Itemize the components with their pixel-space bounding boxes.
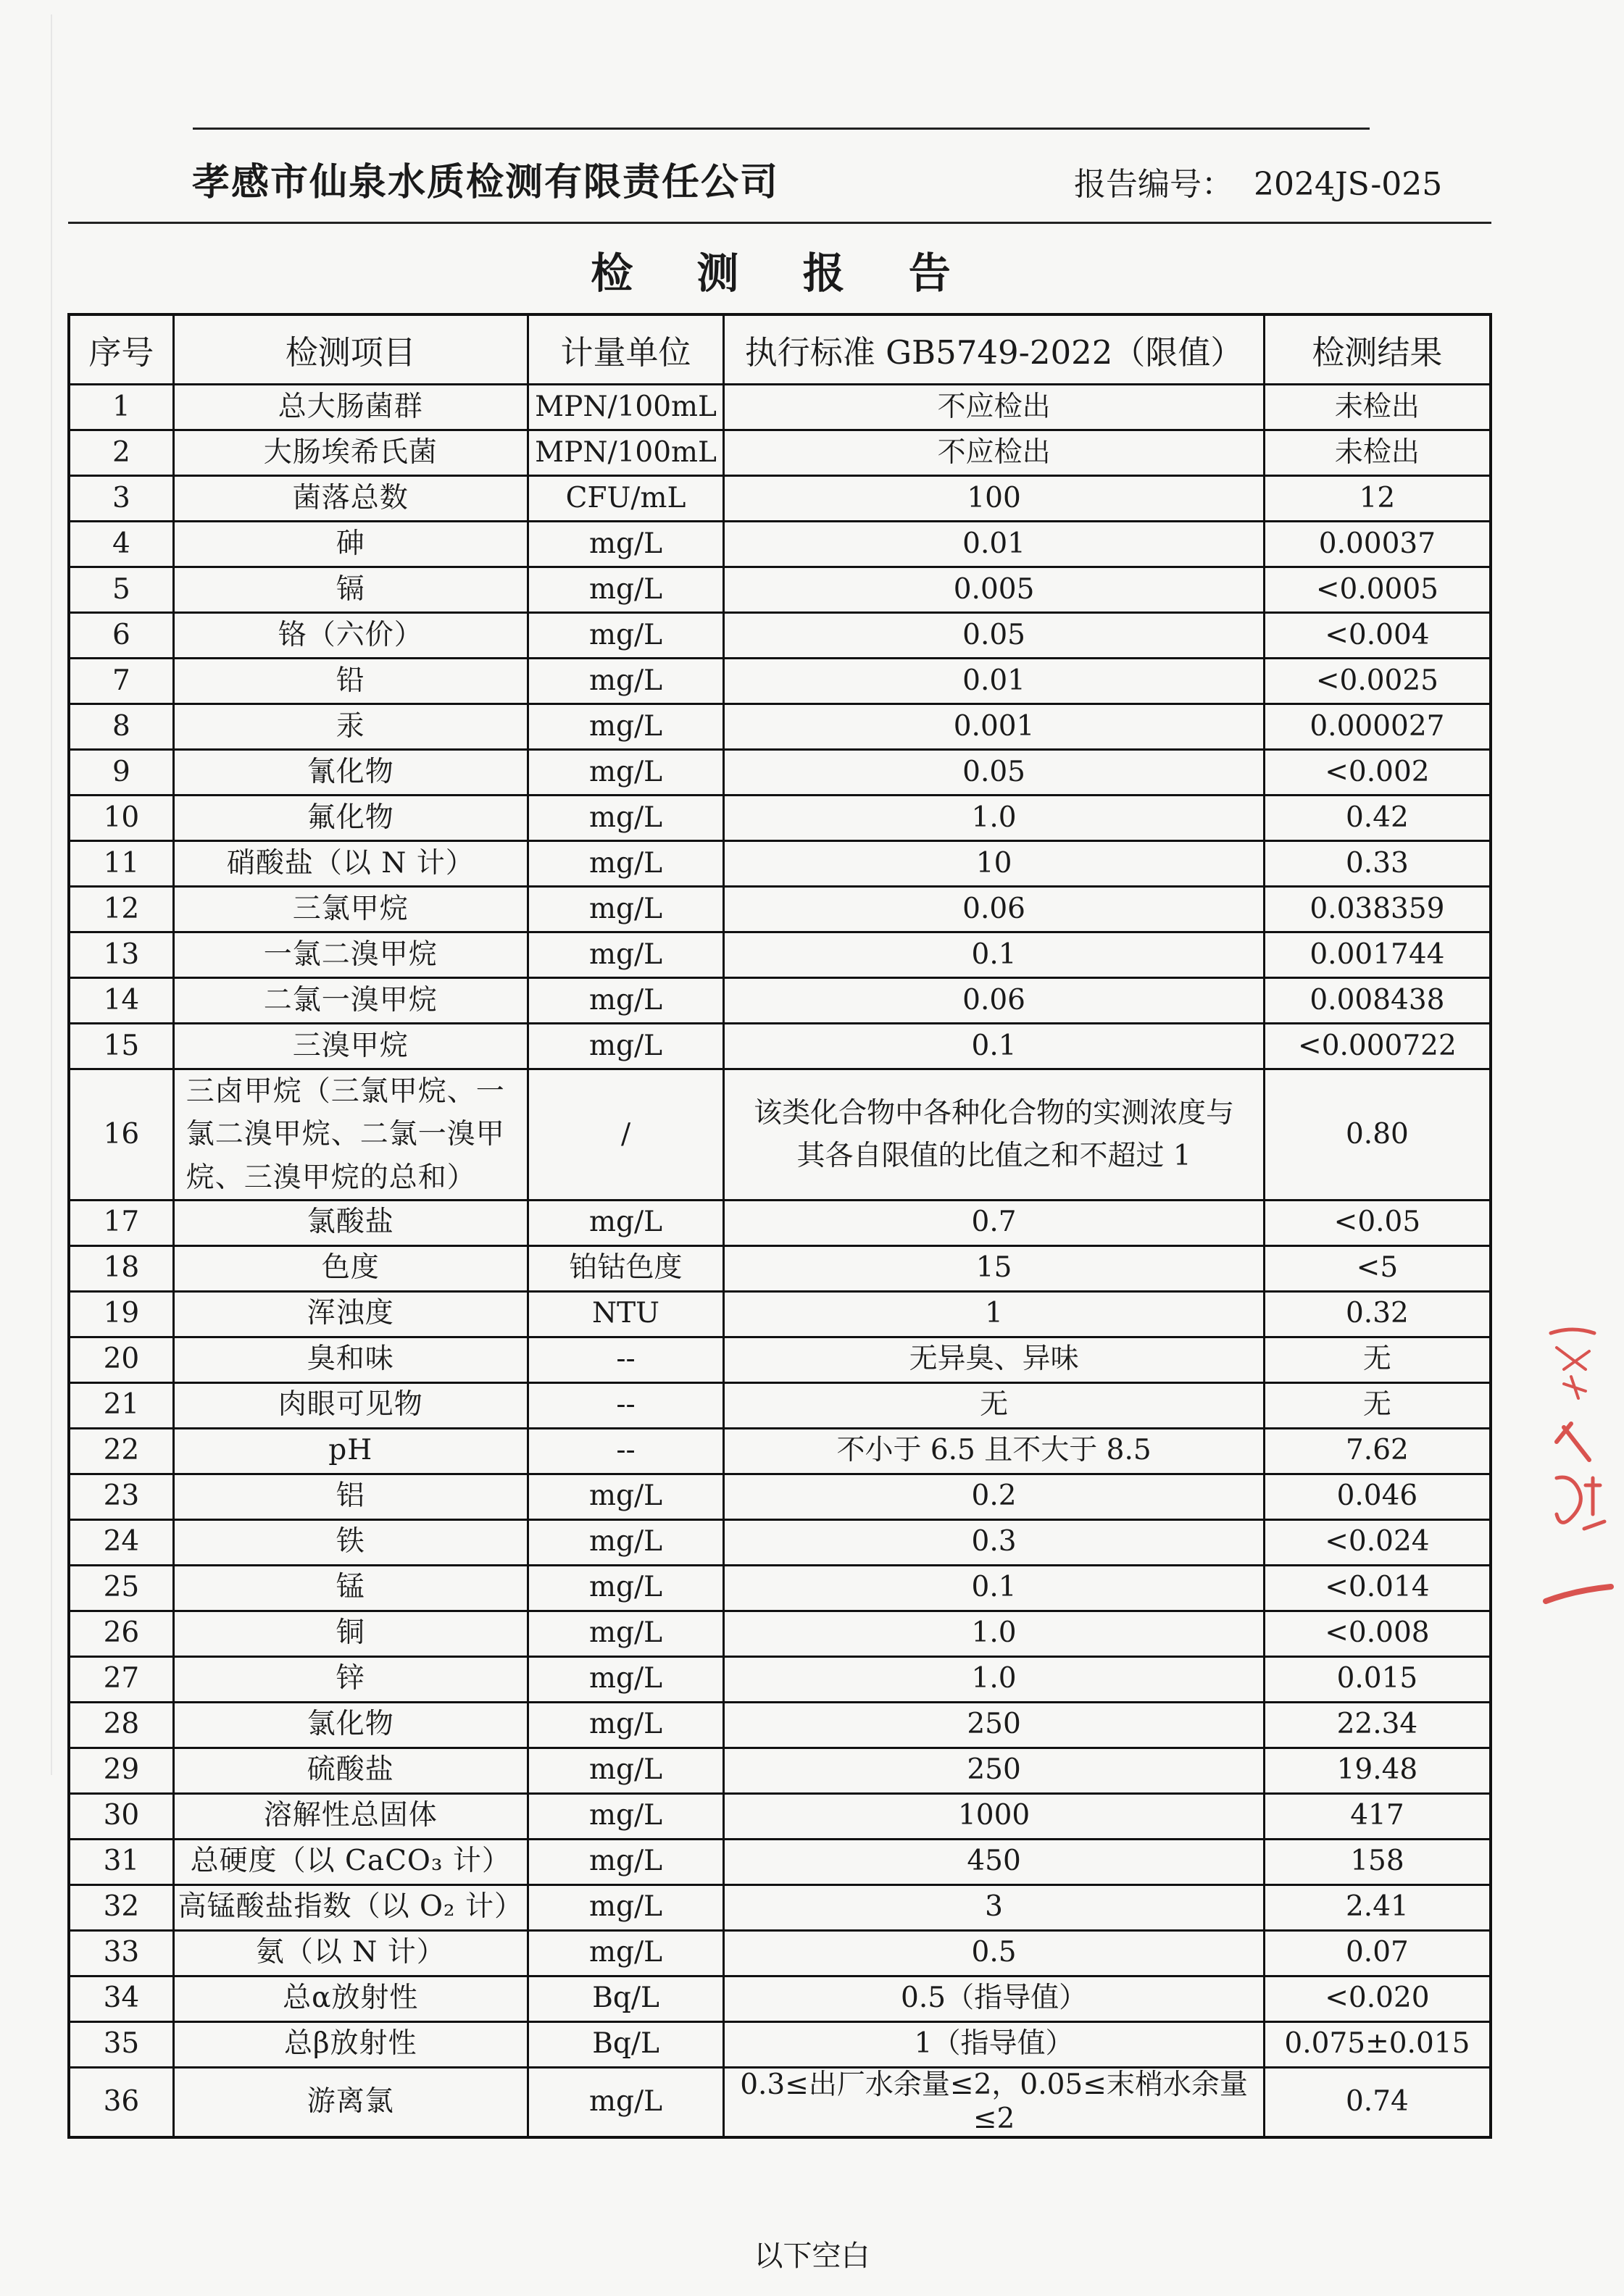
row-limit: 不应检出 bbox=[724, 430, 1265, 476]
table-row bbox=[69, 1793, 1491, 1839]
row-result: 未检出 bbox=[1264, 385, 1491, 430]
row-item-line: 三卤甲烷（三氯甲烷、一 bbox=[186, 1075, 505, 1108]
row-limit: 1（指导值） bbox=[724, 2021, 1265, 2067]
row-result: 无 bbox=[1264, 1382, 1491, 1428]
row-result: 7.62 bbox=[1264, 1428, 1491, 1474]
row-result: 0.33 bbox=[1264, 841, 1491, 887]
row-item: 大肠埃希氏菌 bbox=[173, 430, 528, 476]
row-no: 36 bbox=[69, 2067, 173, 2137]
row-limit: 15 bbox=[724, 1245, 1265, 1291]
table-row bbox=[69, 1428, 1491, 1474]
table-row bbox=[69, 1702, 1491, 1748]
table-row bbox=[69, 1291, 1491, 1337]
row-result: <0.008 bbox=[1264, 1611, 1491, 1656]
table-row bbox=[69, 2021, 1491, 2067]
row-result: 12 bbox=[1264, 476, 1491, 522]
row-unit: mg/L bbox=[528, 841, 724, 887]
row-no: 22 bbox=[69, 1428, 173, 1474]
report-number-label: 报告编号： bbox=[1074, 166, 1233, 203]
row-item: 硝酸盐（以 N 计） bbox=[173, 841, 528, 887]
row-no: 29 bbox=[69, 1748, 173, 1793]
row-unit: MPN/100mL bbox=[528, 430, 724, 476]
row-item-line: 烷、三溴甲烷的总和） bbox=[186, 1161, 476, 1194]
row-result: 0.015 bbox=[1264, 1656, 1491, 1702]
table-row bbox=[69, 522, 1491, 567]
table-row bbox=[69, 1024, 1491, 1069]
row-limit: 0.06 bbox=[724, 978, 1265, 1024]
row-limit: 0.001 bbox=[724, 704, 1265, 750]
row-result: 0.000027 bbox=[1264, 704, 1491, 750]
row-item: 总β放射性 bbox=[173, 2021, 528, 2067]
blank-below-note: 以下空白 bbox=[754, 2239, 870, 2273]
row-limit: 250 bbox=[724, 1702, 1265, 1748]
row-result: 无 bbox=[1264, 1337, 1491, 1382]
row-result: 0.74 bbox=[1264, 2067, 1491, 2137]
table-row bbox=[69, 476, 1491, 522]
row-result: <0.004 bbox=[1264, 613, 1491, 659]
row-item: 氟化物 bbox=[173, 796, 528, 841]
table-row bbox=[69, 1656, 1491, 1702]
row-limit bbox=[724, 1069, 1265, 1201]
row-limit: 100 bbox=[724, 476, 1265, 522]
row-limit: 无 bbox=[724, 1382, 1265, 1428]
row-unit: CFU/mL bbox=[528, 476, 724, 522]
row-item: 锰 bbox=[173, 1565, 528, 1611]
header-bottom-rule bbox=[68, 222, 1491, 224]
header-result: 检测结果 bbox=[1264, 314, 1491, 385]
row-limit: 250 bbox=[724, 1748, 1265, 1793]
red-seal-stamp-fragment bbox=[1535, 1304, 1622, 1637]
row-limit: 0.5 bbox=[724, 1930, 1265, 1976]
row-result: <0.05 bbox=[1264, 1200, 1491, 1245]
row-limit: 0.1 bbox=[724, 1565, 1265, 1611]
row-limit: 不应检出 bbox=[724, 385, 1265, 430]
row-limit: 10 bbox=[724, 841, 1265, 887]
row-item: 三溴甲烷 bbox=[173, 1024, 528, 1069]
row-no: 14 bbox=[69, 978, 173, 1024]
row-no: 31 bbox=[69, 1839, 173, 1884]
row-result: <5 bbox=[1264, 1245, 1491, 1291]
row-unit: mg/L bbox=[528, 1702, 724, 1748]
row-unit: mg/L bbox=[528, 1656, 724, 1702]
table-row bbox=[69, 1474, 1491, 1519]
table-row bbox=[69, 1200, 1491, 1245]
row-limit: 1.0 bbox=[724, 1656, 1265, 1702]
row-result: 0.075±0.015 bbox=[1264, 2021, 1491, 2067]
row-unit: -- bbox=[528, 1337, 724, 1382]
row-no: 23 bbox=[69, 1474, 173, 1519]
row-result: 0.001744 bbox=[1264, 932, 1491, 978]
row-unit: MPN/100mL bbox=[528, 385, 724, 430]
row-limit: 1.0 bbox=[724, 1611, 1265, 1656]
table-row bbox=[69, 978, 1491, 1024]
row-unit: mg/L bbox=[528, 1793, 724, 1839]
header-item: 检测项目 bbox=[173, 314, 528, 385]
table-row bbox=[69, 1839, 1491, 1884]
row-unit: mg/L bbox=[528, 1611, 724, 1656]
row-limit: 无异臭、异味 bbox=[724, 1337, 1265, 1382]
row-no: 24 bbox=[69, 1519, 173, 1565]
table-row bbox=[69, 1519, 1491, 1565]
row-no: 20 bbox=[69, 1337, 173, 1382]
row-no: 21 bbox=[69, 1382, 173, 1428]
row-result: 0.32 bbox=[1264, 1291, 1491, 1337]
row-item: 砷 bbox=[173, 522, 528, 567]
row-item: 镉 bbox=[173, 567, 528, 613]
table-row bbox=[69, 1245, 1491, 1291]
row-unit: mg/L bbox=[528, 1839, 724, 1884]
row-result: 0.00037 bbox=[1264, 522, 1491, 567]
row-limit: 0.1 bbox=[724, 932, 1265, 978]
row-no: 4 bbox=[69, 522, 173, 567]
row-no: 19 bbox=[69, 1291, 173, 1337]
row-limit: 0.05 bbox=[724, 613, 1265, 659]
row-unit: mg/L bbox=[528, 1200, 724, 1245]
row-limit: 0.01 bbox=[724, 522, 1265, 567]
row-item: 臭和味 bbox=[173, 1337, 528, 1382]
row-no: 27 bbox=[69, 1656, 173, 1702]
row-result: 0.046 bbox=[1264, 1474, 1491, 1519]
row-limit: 1000 bbox=[724, 1793, 1265, 1839]
row-no: 10 bbox=[69, 796, 173, 841]
row-unit: / bbox=[528, 1069, 724, 1201]
row-no: 3 bbox=[69, 476, 173, 522]
row-unit: -- bbox=[528, 1428, 724, 1474]
row-result: <0.0025 bbox=[1264, 659, 1491, 704]
table-row bbox=[69, 1069, 1491, 1201]
row-no: 32 bbox=[69, 1884, 173, 1930]
row-item: pH bbox=[173, 1428, 528, 1474]
row-result: 158 bbox=[1264, 1839, 1491, 1884]
row-unit: mg/L bbox=[528, 567, 724, 613]
row-no: 18 bbox=[69, 1245, 173, 1291]
row-item: 高锰酸盐指数（以 O₂ 计） bbox=[173, 1884, 528, 1930]
table-row bbox=[69, 567, 1491, 613]
row-unit: 铂钴色度 bbox=[528, 1245, 724, 1291]
row-limit: 0.005 bbox=[724, 567, 1265, 613]
row-no: 33 bbox=[69, 1930, 173, 1976]
row-item: 氨（以 N 计） bbox=[173, 1930, 528, 1976]
table-row bbox=[69, 659, 1491, 704]
table-row bbox=[69, 1337, 1491, 1382]
row-unit: mg/L bbox=[528, 1024, 724, 1069]
row-no: 34 bbox=[69, 1976, 173, 2021]
row-item: 溶解性总固体 bbox=[173, 1793, 528, 1839]
row-unit: mg/L bbox=[528, 796, 724, 841]
row-item: 铜 bbox=[173, 1611, 528, 1656]
table-row bbox=[69, 932, 1491, 978]
row-result: 未检出 bbox=[1264, 430, 1491, 476]
row-no: 25 bbox=[69, 1565, 173, 1611]
row-unit: mg/L bbox=[528, 2067, 724, 2137]
row-result: 0.038359 bbox=[1264, 887, 1491, 932]
table-body bbox=[69, 385, 1491, 2138]
row-item bbox=[173, 1069, 528, 1201]
row-result: 22.34 bbox=[1264, 1702, 1491, 1748]
row-no: 8 bbox=[69, 704, 173, 750]
row-item: 锌 bbox=[173, 1656, 528, 1702]
row-no: 15 bbox=[69, 1024, 173, 1069]
row-item: 总硬度（以 CaCO₃ 计） bbox=[173, 1839, 528, 1884]
row-no: 2 bbox=[69, 430, 173, 476]
row-unit: mg/L bbox=[528, 887, 724, 932]
row-limit-line: 该类化合物中各种化合物的实测浓度与 bbox=[754, 1096, 1235, 1130]
report-number-value: 2024JS-025 bbox=[1254, 166, 1443, 203]
row-no: 9 bbox=[69, 750, 173, 796]
row-result: <0.002 bbox=[1264, 750, 1491, 796]
row-limit: 0.3≤出厂水余量≤2，0.05≤末梢水余量≤2 bbox=[724, 2067, 1265, 2137]
table-row bbox=[69, 704, 1491, 750]
row-item: 游离氯 bbox=[173, 2067, 528, 2137]
row-result: 0.42 bbox=[1264, 796, 1491, 841]
row-result: <0.000722 bbox=[1264, 1024, 1491, 1069]
row-item: 总α放射性 bbox=[173, 1976, 528, 2021]
row-unit: mg/L bbox=[528, 704, 724, 750]
row-item: 铅 bbox=[173, 659, 528, 704]
row-unit: mg/L bbox=[528, 978, 724, 1024]
table-row bbox=[69, 613, 1491, 659]
row-unit: NTU bbox=[528, 1291, 724, 1337]
row-unit: mg/L bbox=[528, 659, 724, 704]
row-limit: 0.2 bbox=[724, 1474, 1265, 1519]
table-row bbox=[69, 841, 1491, 887]
row-limit: 0.7 bbox=[724, 1200, 1265, 1245]
table-row bbox=[69, 1884, 1491, 1930]
row-limit: 0.5（指导值） bbox=[724, 1976, 1265, 2021]
row-item: 浑浊度 bbox=[173, 1291, 528, 1337]
row-unit: mg/L bbox=[528, 1930, 724, 1976]
row-item: 汞 bbox=[173, 704, 528, 750]
row-no: 30 bbox=[69, 1793, 173, 1839]
row-unit: mg/L bbox=[528, 1884, 724, 1930]
table-row bbox=[69, 1611, 1491, 1656]
row-item: 氯化物 bbox=[173, 1702, 528, 1748]
table-row bbox=[69, 750, 1491, 796]
test-results-table bbox=[67, 313, 1492, 2139]
row-result: 0.07 bbox=[1264, 1930, 1491, 1976]
row-item: 三氯甲烷 bbox=[173, 887, 528, 932]
table-row bbox=[69, 1976, 1491, 2021]
row-unit: mg/L bbox=[528, 1748, 724, 1793]
row-unit: mg/L bbox=[528, 750, 724, 796]
row-result: <0.020 bbox=[1264, 1976, 1491, 2021]
row-item: 铝 bbox=[173, 1474, 528, 1519]
document-title: 检 测 报 告 bbox=[591, 249, 975, 298]
row-unit: Bq/L bbox=[528, 2021, 724, 2067]
table-row bbox=[69, 796, 1491, 841]
row-item-line: 氯二溴甲烷、二氯一溴甲 bbox=[186, 1118, 505, 1151]
header-top-rule bbox=[193, 128, 1370, 130]
row-item: 铬（六价） bbox=[173, 613, 528, 659]
row-result: <0.0005 bbox=[1264, 567, 1491, 613]
row-no: 35 bbox=[69, 2021, 173, 2067]
row-item: 氯酸盐 bbox=[173, 1200, 528, 1245]
row-no: 6 bbox=[69, 613, 173, 659]
row-limit: 0.01 bbox=[724, 659, 1265, 704]
row-no: 1 bbox=[69, 385, 173, 430]
table-row bbox=[69, 2067, 1491, 2137]
row-result: 2.41 bbox=[1264, 1884, 1491, 1930]
row-limit: 0.1 bbox=[724, 1024, 1265, 1069]
table-row bbox=[69, 887, 1491, 932]
row-no: 12 bbox=[69, 887, 173, 932]
row-limit: 不小于 6.5 且不大于 8.5 bbox=[724, 1428, 1265, 1474]
row-result: <0.014 bbox=[1264, 1565, 1491, 1611]
row-limit: 450 bbox=[724, 1839, 1265, 1884]
row-item: 菌落总数 bbox=[173, 476, 528, 522]
row-result: <0.024 bbox=[1264, 1519, 1491, 1565]
table-row bbox=[69, 385, 1491, 430]
row-limit: 0.3 bbox=[724, 1519, 1265, 1565]
header-no: 序号 bbox=[69, 314, 173, 385]
row-item: 二氯一溴甲烷 bbox=[173, 978, 528, 1024]
row-unit: mg/L bbox=[528, 522, 724, 567]
row-item: 一氯二溴甲烷 bbox=[173, 932, 528, 978]
row-no: 11 bbox=[69, 841, 173, 887]
row-no: 16 bbox=[69, 1069, 173, 1201]
row-unit: mg/L bbox=[528, 1519, 724, 1565]
row-item: 肉眼可见物 bbox=[173, 1382, 528, 1428]
table-row bbox=[69, 1930, 1491, 1976]
row-unit: mg/L bbox=[528, 1474, 724, 1519]
row-no: 26 bbox=[69, 1611, 173, 1656]
row-item: 硫酸盐 bbox=[173, 1748, 528, 1793]
header-standard: 执行标准 GB5749-2022（限值） bbox=[724, 314, 1265, 385]
company-name: 孝感市仙泉水质检测有限责任公司 bbox=[192, 161, 780, 204]
row-unit: mg/L bbox=[528, 1565, 724, 1611]
table-row bbox=[69, 430, 1491, 476]
header-unit: 计量单位 bbox=[528, 314, 724, 385]
row-unit: -- bbox=[528, 1382, 724, 1428]
row-item: 色度 bbox=[173, 1245, 528, 1291]
row-no: 17 bbox=[69, 1200, 173, 1245]
row-no: 13 bbox=[69, 932, 173, 978]
row-unit: Bq/L bbox=[528, 1976, 724, 2021]
table-header-row bbox=[69, 314, 1491, 385]
report-number bbox=[1074, 158, 1442, 204]
row-limit-line: 其各自限值的比值之和不超过 1 bbox=[796, 1139, 1191, 1172]
row-result: 19.48 bbox=[1264, 1748, 1491, 1793]
row-limit: 1 bbox=[724, 1291, 1265, 1337]
row-item: 总大肠菌群 bbox=[173, 385, 528, 430]
row-unit: mg/L bbox=[528, 932, 724, 978]
row-limit: 0.05 bbox=[724, 750, 1265, 796]
row-limit: 3 bbox=[724, 1884, 1265, 1930]
table-row bbox=[69, 1565, 1491, 1611]
row-result: 417 bbox=[1264, 1793, 1491, 1839]
row-no: 5 bbox=[69, 567, 173, 613]
row-limit: 1.0 bbox=[724, 796, 1265, 841]
table-row bbox=[69, 1382, 1491, 1428]
row-result: 0.008438 bbox=[1264, 978, 1491, 1024]
row-limit: 0.06 bbox=[724, 887, 1265, 932]
row-no: 28 bbox=[69, 1702, 173, 1748]
row-unit: mg/L bbox=[528, 613, 724, 659]
row-no: 7 bbox=[69, 659, 173, 704]
row-item: 铁 bbox=[173, 1519, 528, 1565]
row-item: 氰化物 bbox=[173, 750, 528, 796]
table-row bbox=[69, 1748, 1491, 1793]
row-result: 0.80 bbox=[1264, 1069, 1491, 1201]
